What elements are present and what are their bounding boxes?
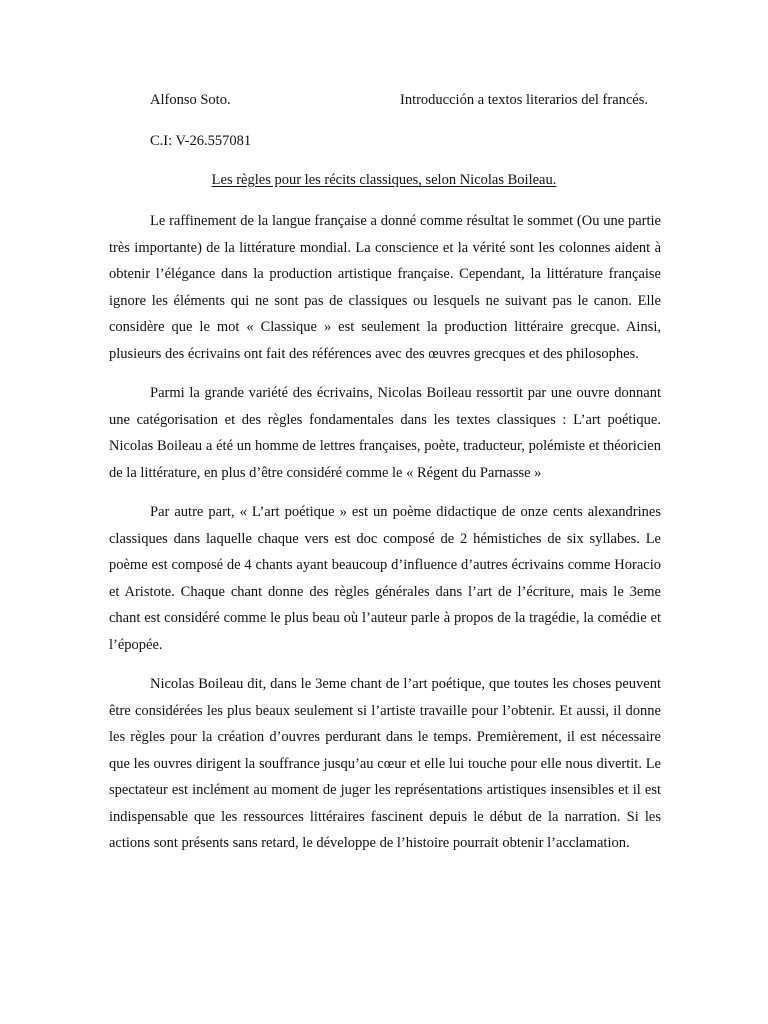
document-title: Les règles pour les récits classiques, selon Nicolas Boileau. bbox=[211, 172, 557, 188]
document-header bbox=[150, 92, 680, 112]
document-title-wrapper bbox=[0, 172, 768, 189]
author-name: Alfonso Soto. bbox=[150, 92, 231, 108]
document-body bbox=[109, 208, 661, 870]
paragraph-3: Par autre part, « L’art poétique » est un poème didactique de onze cents alexandrines classiques dans laquelle chaque vers est doc composé de 2 hémistiches de six syllabes. Le poème est composé de 4 chants ayant beaucoup d’influence d’autres écrivains comme Horacio et Aristote. Chaque chant donne des règles générales dans l’art de l’écriture, mais le 3eme chant est considéré comme le plus beau où l’auteur parle à propos de la tragédie, la comédie et l’épopée. bbox=[109, 504, 661, 653]
paragraph-4: Nicolas Boileau dit, dans le 3eme chant de l’art poétique, que toutes les choses peuvent être considérées les plus beaux seulement si l’artiste travaille pour l’obtenir. Et aussi, il donne les règles pour la création d’ouvres perdurant dans le temps. Premièrement, il est nécessaire que les ouvres dirigent la souffrance jusqu’au cœur et elle lui touche pour elle nous divertit. Le spectateur est inclément au moment de juger les représentations artistiques insensibles et il est indispensable que les ressources littéraires fascinent depuis le début de la narration. Si les actions sont présents sans retard, le développe de l’histoire pourrait obtenir l’acclamation. bbox=[109, 676, 661, 851]
paragraph-1: Le raffinement de la langue française a donné comme résultat le sommet (Ou une partie très importante) de la littérature mondial. La conscience et la vérité sont les colonnes aident à obtenir l’élégance dans la production artistique française. Cependant, la littérature française ignore les éléments qui ne sont pas de classiques ou lesquels ne suivant pas le canon. Elle considère que le mot « Classique » est seulement la production littéraire grecque. Ainsi, plusieurs des écrivains ont fait des références avec des œuvres grecques et des philosophes. bbox=[109, 213, 661, 362]
paragraph-2: Parmi la grande variété des écrivains, Nicolas Boileau ressortit par une ouvre donnant une catégorisation et des règles fondamentales dans les textes classiques : L’art poétique. Nicolas Boileau a été un homme de lettres françaises, poète, traducteur, polémiste et théoricien de la littérature, en plus d’être considéré comme le « Régent du Parnasse » bbox=[109, 385, 661, 481]
id-number: C.I: V-26.557081 bbox=[150, 133, 252, 149]
course-name: Introducción a textos literarios del francés. bbox=[400, 92, 649, 108]
